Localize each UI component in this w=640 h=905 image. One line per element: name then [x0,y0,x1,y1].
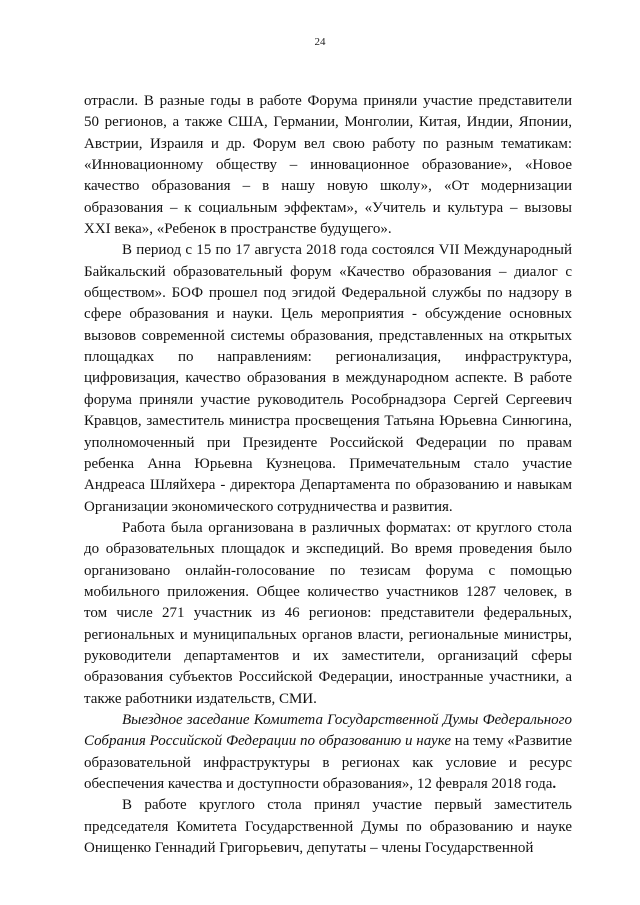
paragraph-forum-history: отрасли. В разные годы в работе Форума приняли участие представители 50 регионов, а также США, Германии, Монголии, Китая, Индии, Японии, Австрии, Израиля и др. Форум вел свою работу по разным тематикам: «Инновационному обществу – инновационное образование», «Новое качество образования – в нашу новую школу», «От модернизации образования – к социальным эффектам», «Учитель и культура – вызовы XXI века», «Ребенок в пространстве будущего». [84,93,572,238]
document-body [84,91,572,859]
committee-session-text: на тему «Развитие образовательной инфраструктуры в регионах как условие и ресурс обеспечения качества и доступности образования», 12 февраля 2018 года [84,733,573,792]
paragraph-committee-session [84,710,572,795]
committee-session-title: Выездное заседание Комитета Государственной Думы Федерального Собрания Российской Федерации по образованию и науке [84,711,572,750]
committee-session-period: . [552,776,557,792]
paragraph-round-table: В работе круглого стола принял участие первый заместитель председателя Комитета Государственной Думы по образованию и науке Онищенко Геннадий Григорьевич, депутаты – члены Государственной [84,797,572,857]
paragraph-work-formats: Работа была организована в различных форматах: от круглого стола до образовательных площадок и экспедиций. Во время проведения было организовано онлайн-голосование по тезисам форума с помощью мобильного приложения. Общее количество участников 1287 человек, в том числе 271 участник из 46 регионов: представители федеральных, региональных и муниципальных органов власти, региональные министры, руководители департаментов и их заместители, организаций сферы образования субъектов Российской Федерации, иностранные участники, а также работники издательств, СМИ. [84,519,572,707]
page-number: 24 [314,36,326,48]
paragraph-baikal-forum: В период с 15 по 17 августа 2018 года состоялся VII Международный Байкальский образовательный форум «Качество образования – диалог с обществом». БОФ прошел под эгидой Федеральной службы по надзору в сфере образования и науки. Цель мероприятия - обсуждение основных вызовов современной системы образования, представленных на открытых площадках по направлениям: регионализация, инфраструктура, цифровизация, качество образования в международном аспекте. В работе форума приняли участие руководитель Рособрнадзора Сергей Сергеевич Кравцов, заместитель министра просвещения Татьяна Юрьевна Синюгина, уполномоченный при Президенте Российской Федерации по правам ребенка Анна Юрьевна Кузнецова. Примечательным стало участие Андреаса Шляйхера - директора Департамента по образованию и навыкам Организации экономического сотрудничества и развития. [84,242,572,515]
